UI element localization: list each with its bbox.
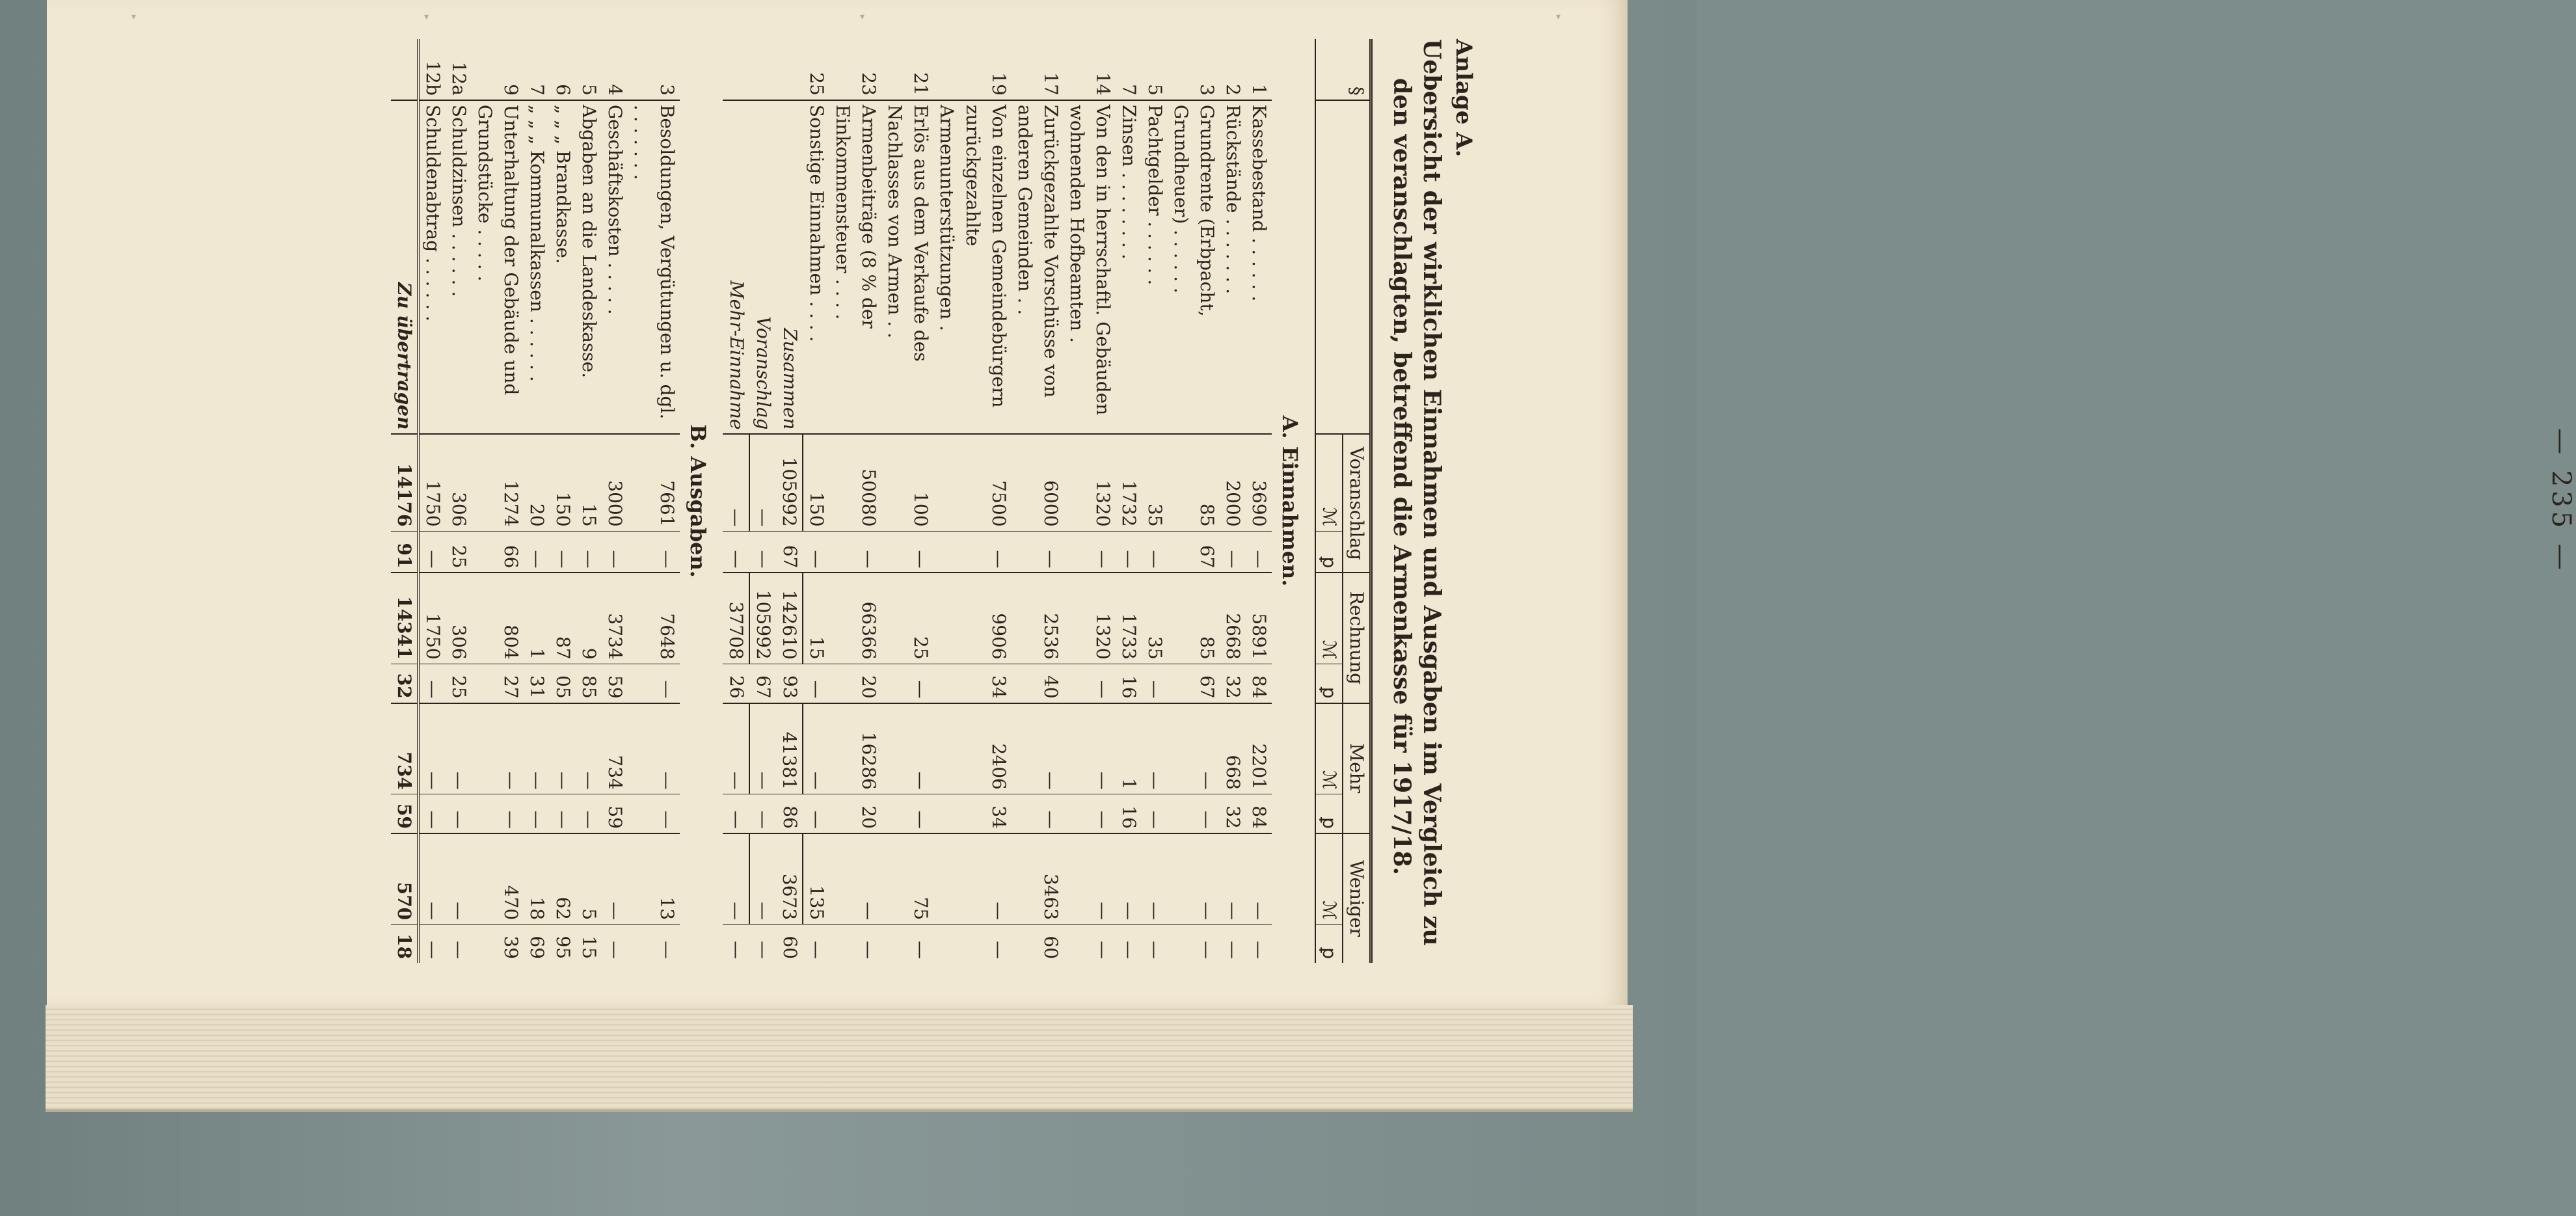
cell-value: 85: [1168, 573, 1220, 664]
cell-description: Voranschlag: [749, 100, 776, 435]
cell-value: 20: [524, 434, 550, 531]
cell-value: —: [881, 531, 933, 573]
cell-value: —: [829, 925, 881, 963]
cell-value: —: [881, 703, 933, 794]
col-paragraph: §: [1315, 39, 1371, 100]
cell-value: 59: [602, 794, 628, 833]
cell-value: —: [1012, 794, 1064, 833]
cell-value: 668: [1220, 703, 1246, 794]
sum-row: [776, 39, 803, 963]
cell-description: „ „ „ Brandkasse.: [550, 100, 576, 435]
cell-value: 15: [576, 925, 602, 963]
section-heading-row: [680, 39, 723, 963]
cell-value: —: [1246, 531, 1272, 573]
cell-paragraph: 4: [602, 39, 628, 100]
cell-value: —: [446, 703, 472, 794]
sum-row: [749, 39, 776, 963]
cell-value: 25: [446, 531, 472, 573]
cell-value: —: [550, 531, 576, 573]
cell-value: 14341: [391, 573, 418, 664]
unit-mark: ℳ: [1315, 703, 1343, 794]
cell-value: 470: [472, 833, 524, 925]
cell-paragraph: 5: [1142, 39, 1168, 100]
cell-value: 7648: [628, 573, 680, 664]
cell-value: —: [628, 703, 680, 794]
cell-paragraph: 1: [1246, 39, 1272, 100]
cell-value: —: [881, 794, 933, 833]
cell-value: 105992: [776, 434, 803, 531]
table-row: [418, 39, 446, 963]
cell-description: Schuldzinsen . . . . . .: [446, 100, 472, 435]
table-row: [1116, 39, 1142, 963]
cell-value: 7500: [933, 434, 1012, 531]
cell-value: —: [749, 531, 776, 573]
cell-value: 41381: [776, 703, 803, 794]
cell-value: 20: [829, 794, 881, 833]
cell-value: 26: [723, 664, 749, 703]
cell-value: —: [1142, 925, 1168, 963]
cell-value: 27: [472, 664, 524, 703]
header-row-groups: [1343, 39, 1371, 963]
cell-value: 91: [391, 531, 418, 573]
table-row: [803, 39, 829, 963]
page-number: — 235 —: [2546, 428, 2576, 574]
cell-paragraph: 5: [576, 39, 602, 100]
cell-value: —: [1168, 925, 1220, 963]
cell-description: Besoldungen, Vergütungen u. dgl. . . . . . . .: [628, 100, 680, 435]
cell-value: —: [1012, 703, 1064, 794]
cell-value: 135: [803, 833, 829, 925]
cell-value: —: [1246, 833, 1272, 925]
cell-value: 84: [1246, 794, 1272, 833]
cell-description: Zinsen . . . . . . . .: [1116, 100, 1142, 435]
cell-value: —: [576, 703, 602, 794]
unit-pfennig: ꝑ: [1315, 925, 1343, 963]
cell-value: —: [1116, 925, 1142, 963]
cell-description: Unterhaltung der Gebäude und Grundstücke . . . . .: [472, 100, 524, 435]
cell-value: —: [1168, 833, 1220, 925]
cell-value: 1274: [472, 434, 524, 531]
cell-value: 1: [524, 573, 550, 664]
table-row: [933, 39, 1012, 963]
cell-value: 2536: [1012, 573, 1064, 664]
cell-value: —: [749, 703, 776, 794]
cell-paragraph: 23: [829, 39, 881, 100]
cell-paragraph: 3: [1168, 39, 1220, 100]
cell-value: —: [602, 531, 628, 573]
cell-value: 1320: [1064, 434, 1116, 531]
cell-value: —: [1220, 531, 1246, 573]
cell-value: —: [1142, 833, 1168, 925]
cell-value: —: [1168, 794, 1220, 833]
cell-value: 84: [1246, 664, 1272, 703]
cell-value: —: [749, 434, 776, 531]
cell-value: 59: [391, 794, 418, 833]
cell-value: 05: [550, 664, 576, 703]
cell-value: 2000: [1220, 434, 1246, 531]
cell-value: 69: [524, 925, 550, 963]
cell-value: —: [829, 531, 881, 573]
unit-pfennig: ꝑ: [1315, 794, 1343, 833]
cell-description: Mehr-Einnahme: [723, 100, 749, 435]
cell-value: 1750: [418, 573, 446, 664]
binding-stitch-mark: ▾: [1556, 12, 1561, 22]
cell-description: Erlös aus dem Verkaufe des Nachlasses von Armen . .: [881, 100, 933, 435]
cell-value: —: [803, 703, 829, 794]
cell-value: 39: [472, 925, 524, 963]
cell-description: Pachtgelder . . . . . .: [1142, 100, 1168, 435]
col-rechnung: Rechnung: [1343, 573, 1371, 703]
cell-value: 35: [1142, 573, 1168, 664]
cell-value: 9: [576, 573, 602, 664]
table-row: [576, 39, 602, 963]
cell-value: 16: [1116, 794, 1142, 833]
section-b-heading: B. Ausgaben.: [686, 424, 710, 578]
cell-value: —: [1064, 664, 1116, 703]
cell-value: 2201: [1246, 703, 1272, 794]
table-row: [472, 39, 524, 963]
table-header: [1315, 39, 1371, 963]
table-row: [1246, 39, 1272, 963]
cell-value: —: [1116, 833, 1142, 925]
cell-description: Grundrente (Erbpacht, Grundheuer) . . . . . .: [1168, 100, 1220, 435]
cell-value: —: [803, 664, 829, 703]
cell-value: 13: [628, 833, 680, 925]
cell-description: Geschäftskosten . . . . .: [602, 100, 628, 435]
cell-description: Zusammen: [776, 100, 803, 435]
cell-value: —: [1116, 531, 1142, 573]
table-row: [602, 39, 628, 963]
cell-value: —: [418, 531, 446, 573]
title-line-2: den veranschlagten, betreffend die Armenkasse für 1917/18.: [1388, 78, 1415, 876]
cell-value: 93: [776, 664, 803, 703]
cell-value: —: [472, 794, 524, 833]
cell-description: Rückstände . . . . . . .: [1220, 100, 1246, 435]
cell-value: 1732: [1116, 434, 1142, 531]
cell-value: —: [1142, 703, 1168, 794]
cell-value: 150: [803, 434, 829, 531]
cell-value: 35: [1142, 434, 1168, 531]
cell-value: 87: [550, 573, 576, 664]
cell-value: —: [418, 925, 446, 963]
cell-value: 3673: [776, 833, 803, 925]
cell-value: —: [933, 531, 1012, 573]
budget-table: [391, 39, 1373, 963]
cell-value: 15: [803, 573, 829, 664]
cell-value: —: [881, 925, 933, 963]
cell-value: 142610: [776, 573, 803, 664]
cell-value: —: [1142, 531, 1168, 573]
cell-value: —: [418, 703, 446, 794]
cell-value: —: [628, 925, 680, 963]
cell-value: 105992: [749, 573, 776, 664]
unit-pfennig: ꝑ: [1315, 664, 1343, 703]
cell-value: 734: [391, 703, 418, 794]
cell-description: Zurückgezahlte Vorschüsse von anderen Gemeinden . .: [1012, 100, 1064, 435]
unit-mark: ℳ: [1315, 434, 1343, 531]
cell-description: Armenbeiträge (8 % der Einkommensteuer . . . .: [829, 100, 881, 435]
cell-description: „ „ „ Kommunalkassen . . . . . .: [524, 100, 550, 435]
cell-value: 31: [524, 664, 550, 703]
cell-value: —: [1220, 925, 1246, 963]
table-row: [628, 39, 680, 963]
unit-mark: ℳ: [1315, 573, 1343, 664]
cell-paragraph: 7: [1116, 39, 1142, 100]
table-row: [829, 39, 881, 963]
sum-row: [723, 39, 749, 963]
cell-value: 3690: [1246, 434, 1272, 531]
cell-value: 1750: [418, 434, 446, 531]
col-weniger: Weniger: [1343, 833, 1371, 963]
cell-value: 50080: [829, 434, 881, 531]
cell-value: —: [1168, 703, 1220, 794]
cell-value: 7661: [628, 434, 680, 531]
table-row: [1168, 39, 1220, 963]
cell-paragraph: 2: [1220, 39, 1246, 100]
cell-value: 14176: [391, 434, 418, 531]
cell-value: —: [576, 794, 602, 833]
cell-value: 67: [776, 531, 803, 573]
cell-value: —: [1064, 703, 1116, 794]
cell-paragraph: 14: [1064, 39, 1116, 100]
cell-value: —: [524, 703, 550, 794]
cell-value: —: [933, 925, 1012, 963]
cell-value: —: [1064, 794, 1116, 833]
cell-value: 34: [933, 794, 1012, 833]
cell-value: —: [628, 794, 680, 833]
cell-value: 3000: [602, 434, 628, 531]
cell-value: 34: [933, 664, 1012, 703]
cell-value: 32: [391, 664, 418, 703]
cell-value: 62: [550, 833, 576, 925]
cell-paragraph: 12b: [418, 39, 446, 100]
page-edges: [46, 1005, 1633, 1112]
page-header: [2546, 39, 2576, 963]
table-row: [550, 39, 576, 963]
rotated-page-content: [85, 39, 2576, 963]
cell-value: —: [829, 833, 881, 925]
cell-value: 2406: [933, 703, 1012, 794]
cell-value: 37708: [723, 573, 749, 664]
cell-value: 18: [524, 833, 550, 925]
unit-mark: ℳ: [1315, 833, 1343, 925]
cell-description: Von den in herrschaftl. Gebäuden wohnenden Hofbeamten .: [1064, 100, 1116, 435]
cell-value: —: [723, 703, 749, 794]
col-description: [1315, 100, 1371, 435]
cell-value: —: [1220, 833, 1246, 925]
col-voranschlag: Voranschlag: [1343, 434, 1371, 573]
title-line-1: Uebersicht der wirklichen Einnahmen und Ausgaben im Vergleich zu: [1418, 39, 1445, 946]
cell-value: —: [602, 925, 628, 963]
table-row: [1012, 39, 1064, 963]
cell-value: 804: [472, 573, 524, 664]
cell-value: —: [749, 833, 776, 925]
cell-value: —: [749, 925, 776, 963]
cell-paragraph: 3: [628, 39, 680, 100]
cell-value: 86: [776, 794, 803, 833]
table-body: [391, 39, 1315, 963]
annex-label: Anlage A.: [1451, 39, 1477, 157]
cell-value: 66: [472, 531, 524, 573]
cell-value: —: [1012, 531, 1064, 573]
cell-value: 32: [1220, 664, 1246, 703]
cell-value: —: [628, 664, 680, 703]
cell-value: 15: [576, 434, 602, 531]
cell-value: —: [933, 833, 1012, 925]
cell-description: Abgaben an die Landeskasse.: [576, 100, 602, 435]
table-row: [524, 39, 550, 963]
cell-value: —: [628, 531, 680, 573]
cell-value: 85: [1168, 434, 1220, 531]
cell-value: 95: [550, 925, 576, 963]
cell-value: —: [550, 703, 576, 794]
cell-value: —: [749, 794, 776, 833]
cell-value: 6000: [1012, 434, 1064, 531]
cell-value: 32: [1220, 794, 1246, 833]
cell-value: 5: [576, 833, 602, 925]
cell-value: 9906: [933, 573, 1012, 664]
cell-value: 1: [1116, 703, 1142, 794]
cell-value: 5891: [1246, 573, 1272, 664]
cell-value: —: [550, 794, 576, 833]
cell-paragraph: 25: [803, 39, 829, 100]
cell-paragraph: 21: [881, 39, 933, 100]
cell-value: 1320: [1064, 573, 1116, 664]
cell-value: 59: [602, 664, 628, 703]
cell-value: —: [881, 664, 933, 703]
cell-description: Schuldenabtrag . . . . . .: [418, 100, 446, 435]
table-row: [1142, 39, 1168, 963]
cell-value: —: [446, 833, 472, 925]
carry-forward-row: [391, 39, 418, 963]
table-row: [1064, 39, 1116, 963]
cell-value: 2668: [1220, 573, 1246, 664]
cell-value: —: [803, 531, 829, 573]
cell-value: 734: [602, 703, 628, 794]
cell-value: 3734: [602, 573, 628, 664]
cell-value: —: [576, 531, 602, 573]
cell-value: —: [723, 925, 749, 963]
cell-value: —: [418, 664, 446, 703]
cell-value: 75: [881, 833, 933, 925]
cell-value: —: [803, 794, 829, 833]
cell-paragraph: 6: [550, 39, 576, 100]
cell-value: 18: [391, 925, 418, 963]
cell-value: —: [723, 434, 749, 531]
cell-value: —: [524, 794, 550, 833]
cell-paragraph: 19: [933, 39, 1012, 100]
binding-stitch-mark: ▾: [131, 12, 137, 22]
cell-value: 570: [391, 833, 418, 925]
cell-value: 60: [776, 925, 803, 963]
cell-value: 16: [1116, 664, 1142, 703]
cell-paragraph: 7: [524, 39, 550, 100]
cell-value: 16286: [829, 703, 881, 794]
cell-value: —: [1246, 925, 1272, 963]
cell-value: 306: [446, 434, 472, 531]
col-mehr: Mehr: [1343, 703, 1371, 833]
cell-value: 25: [881, 573, 933, 664]
carry-forward-label: Zu übertragen: [391, 100, 418, 435]
section-heading-row: [1272, 39, 1315, 963]
cell-value: —: [1064, 531, 1116, 573]
cell-value: —: [803, 925, 829, 963]
cell-value: —: [723, 794, 749, 833]
cell-value: —: [446, 794, 472, 833]
cell-value: 25: [446, 664, 472, 703]
cell-value: —: [1064, 925, 1116, 963]
cell-value: —: [524, 531, 550, 573]
cell-description: Von einzelnen Gemeindebürgern zurückgezahlte Armenunterstützungen .: [933, 100, 1012, 435]
cell-value: 306: [446, 573, 472, 664]
binding-stitch-mark: ▾: [424, 12, 429, 22]
cell-description: Kassebestand . . . . . .: [1246, 100, 1272, 435]
cell-value: 67: [1168, 531, 1220, 573]
cell-value: 100: [881, 434, 933, 531]
cell-value: 60: [1012, 925, 1064, 963]
cell-value: —: [1142, 664, 1168, 703]
table-row: [1220, 39, 1246, 963]
table-row: [881, 39, 933, 963]
cell-value: 150: [550, 434, 576, 531]
cell-paragraph: 12a: [446, 39, 472, 100]
document-title: [1387, 39, 1447, 963]
cell-paragraph: 9: [472, 39, 524, 100]
cell-value: 67: [1168, 664, 1220, 703]
cell-value: 85: [576, 664, 602, 703]
section-a-heading: A. Einnahmen.: [1278, 415, 1302, 587]
cell-value: —: [418, 833, 446, 925]
cell-value: —: [472, 703, 524, 794]
table-row: [446, 39, 472, 963]
cell-value: 1733: [1116, 573, 1142, 664]
cell-value: —: [446, 925, 472, 963]
cell-value: —: [723, 531, 749, 573]
cell-value: 20: [829, 664, 881, 703]
cell-value: —: [1064, 833, 1116, 925]
cell-paragraph: 17: [1012, 39, 1064, 100]
cell-value: 3463: [1012, 833, 1064, 925]
unit-pfennig: ꝑ: [1315, 531, 1343, 573]
cell-value: —: [418, 794, 446, 833]
cell-value: —: [1142, 794, 1168, 833]
cell-value: 40: [1012, 664, 1064, 703]
cell-value: —: [602, 833, 628, 925]
cell-value: —: [723, 833, 749, 925]
cell-description: Sonstige Einnahmen . . . .: [803, 100, 829, 435]
cell-value: 67: [749, 664, 776, 703]
binding-stitch-mark: ▾: [860, 12, 865, 22]
cell-value: 66366: [829, 573, 881, 664]
